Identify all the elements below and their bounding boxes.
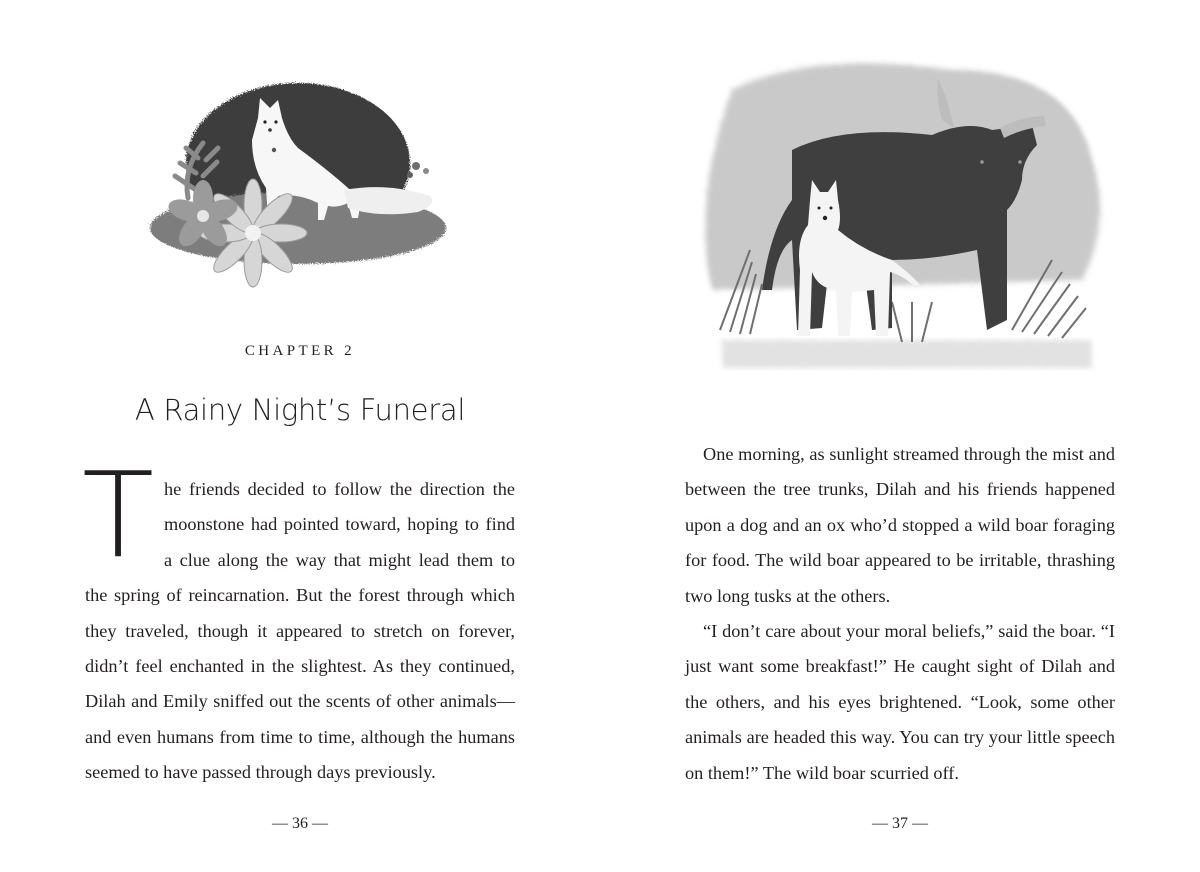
- right-page: [600, 0, 1200, 872]
- page-number: — 37 —: [872, 815, 928, 832]
- ox-and-dog-illustration: [692, 50, 1116, 380]
- paragraph: “I don’t care about your moral beliefs,” said the boar. “I just want some breakfast!” He caught sight of Dilah and the others, and his eyes brightened. “Look, some other animals are headed this way. You can try your little speech on them!” The wild boar scurried off.: [685, 621, 1115, 783]
- drop-cap: T: [82, 446, 155, 584]
- chapter-label: CHAPTER 2: [244, 343, 356, 359]
- left-body-text: [82, 446, 515, 791]
- right-body-text: [685, 437, 1115, 791]
- paragraph: One morning, as sunlight streamed through the mist and between the tree trunks, Dilah and his friends happened upon a dog and an ox who’d stopped a wild boar foraging for food. The wild boar appeared to be irritable, thrashing two long tusks at the others.: [685, 444, 1115, 606]
- paragraph: he friends decided to follow the direction the moonstone had pointed toward, hoping to find a clue along the way that might lead them to the spring of reincarnation. But the forest through which they traveled, though it appeared to stretch on forever, didn’t feel enchanted in the slightest. As they continued, Dilah and Emily sniffed out the scents of other animals—and even humans from time to time, although the humans seemed to have passed through days previously.: [85, 479, 515, 783]
- chapter-title: A Rainy Night’s Funeral: [134, 393, 466, 427]
- page-number: — 36 —: [272, 815, 328, 832]
- fox-illustration: [148, 78, 452, 292]
